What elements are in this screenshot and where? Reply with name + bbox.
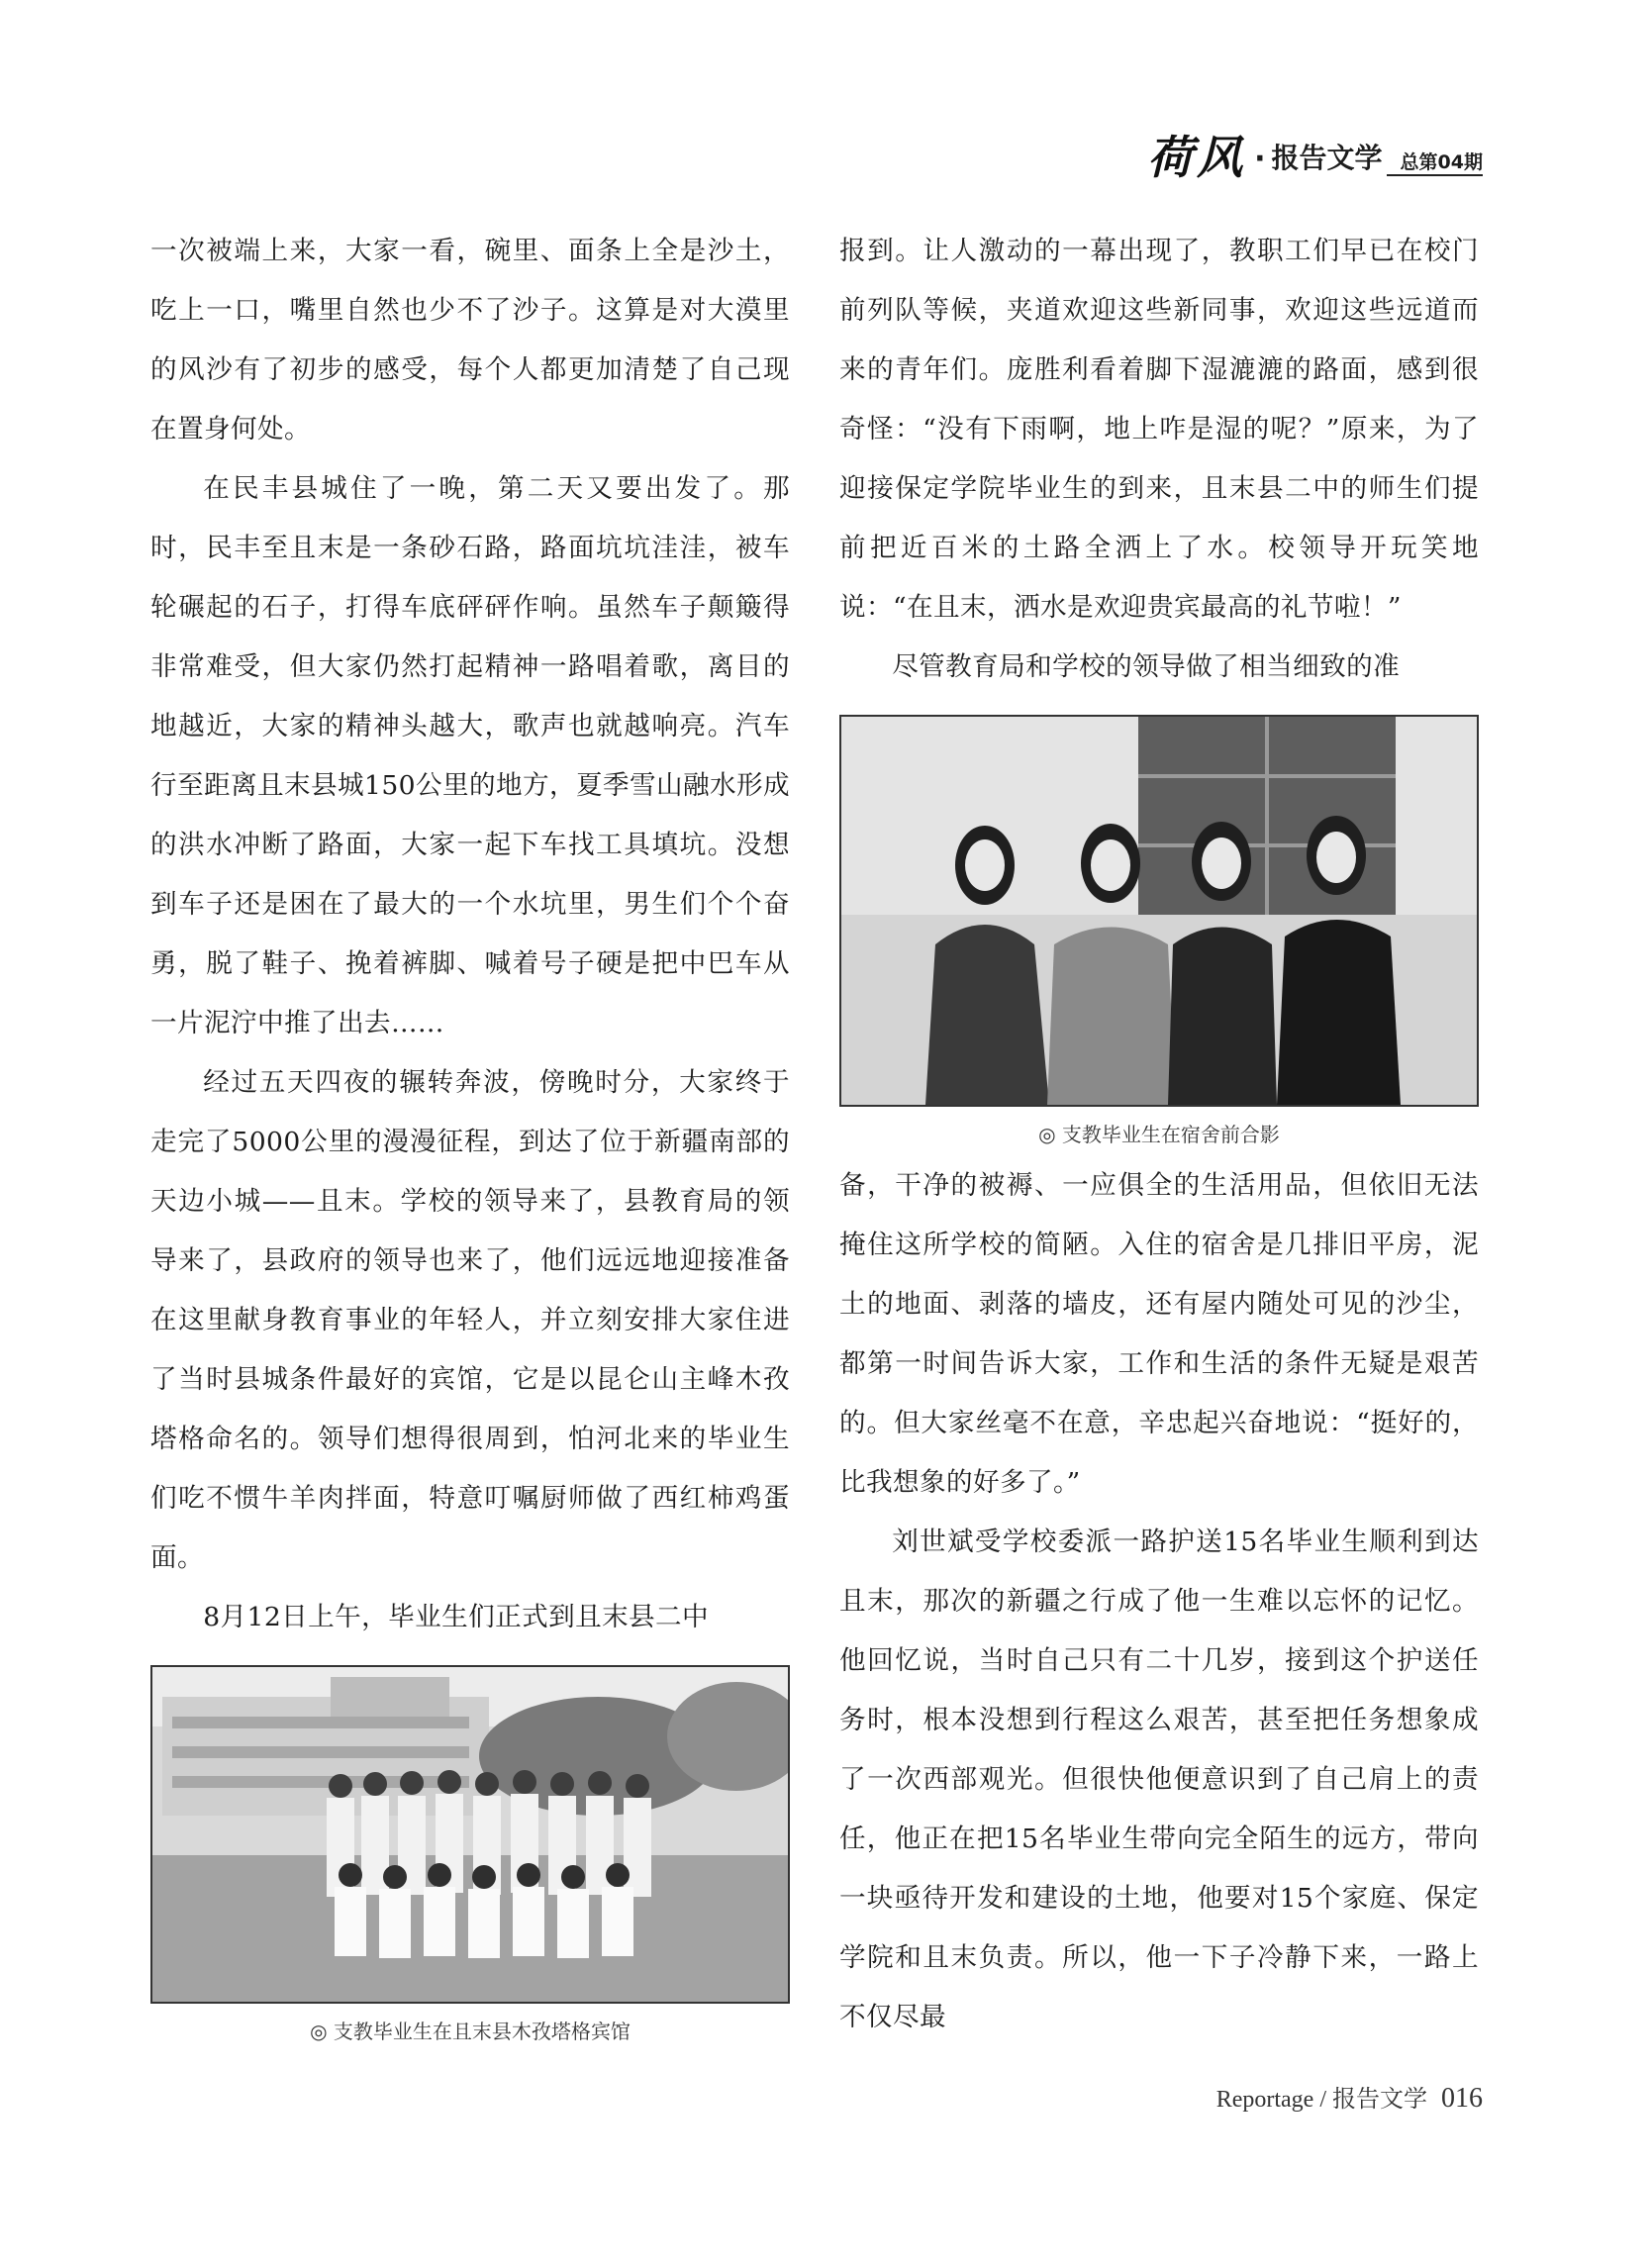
paragraph: 尽管教育局和学校的领导做了相当细致的准	[892, 651, 1401, 682]
paragraph: 报到。让人激动的一幕出现了，教职工们早已在校门前列队等候，夹道欢迎这些新同事，欢迎这些远道而来的青年们。庞胜利看着脚下湿漉漉的路面，感到很奇怪：“没有下雨啊，地上咋是湿的呢？”原来，为了迎接保定学院毕业生的到来，且末县二中的师生们提前把近百米的土路全洒上了水。校领导开玩笑地说：“在且末，洒水是欢迎贵宾最高的礼节啦！”	[839, 236, 1479, 623]
photo-caption: ◎ 支教毕业生在且末县木孜塔格宾馆	[310, 2020, 631, 2043]
group-photo-hotel	[150, 1665, 790, 2004]
page-header	[1147, 111, 1483, 184]
paragraph: 经过五天四夜的辗转奔波，傍晚时分，大家终于走完了5000公里的漫漫征程，到达了位于新疆南部的天边小城——且末。学校的领导来了，县教育局的领导来了，县政府的领导也来了，他们远远地迎接准备在这里献身教育事业的年轻人，并立刻安排大家住进了当时县城条件最好的宾馆，它是以昆仑山主峰木孜塔格命名的。领导们想得很周到，怕河北来的毕业生们吃不惯牛羊肉拌面，特意叮嘱厨师做了西红柿鸡蛋面。	[150, 1067, 790, 1573]
footer-label: Reportage / 报告文学	[1215, 2087, 1427, 2113]
right-column	[839, 222, 1479, 2047]
paragraph: 刘世斌受学校委派一路护送15名毕业生顺利到达且末，那次的新疆之行成了他一生难以忘怀的记忆。他回忆说，当时自己只有二十几岁，接到这个护送任务时，根本没想到行程这么艰苦，甚至把任务想象成了一次西部观光。但很快他便意识到了自己肩上的责任，他正在把15名毕业生带向完全陌生的远方，带向一块亟待开发和建设的土地，他要对15个家庭、保定学院和且末负责。所以，他一下子冷静下来，一路上不仅尽最	[839, 1527, 1479, 2032]
header-separator: ·	[1254, 142, 1266, 176]
section-title: 报告文学	[1271, 142, 1383, 174]
paragraph: 一次被端上来，大家一看，碗里、面条上全是沙土，吃上一口，嘴里自然也少不了沙子。这算是对大漠里的风沙有了初步的感受，每个人都更加清楚了自己现在置身何处。	[150, 236, 790, 444]
paragraph: 8月12日上午，毕业生们正式到且末县二中	[203, 1602, 710, 1632]
page-footer	[1216, 2079, 1483, 2115]
group-photo-dormitory-image	[841, 717, 1477, 1105]
magazine-logo: 荷风	[1147, 131, 1247, 184]
issue-number: 总第04期	[1387, 148, 1483, 176]
left-column	[150, 222, 790, 2053]
group-photo-hotel-image	[152, 1667, 788, 2002]
figure-hotel	[150, 1665, 790, 2045]
page-number: 016	[1441, 2083, 1483, 2114]
paragraph: 备，干净的被褥、一应俱全的生活用品，但依旧无法掩住这所学校的简陋。入住的宿舍是几排旧平房，泥土的地面、剥落的墙皮，还有屋内随处可见的沙尘，都第一时间告诉大家，工作和生活的条件无疑是艰苦的。但大家丝毫不在意，辛忠起兴奋地说：“挺好的，比我想象的好多了。”	[839, 1170, 1479, 1498]
paragraph: 在民丰县城住了一晚，第二天又要出发了。那时，民丰至且末是一条砂石路，路面坑坑洼洼，被车轮碾起的石子，打得车底砰砰作响。虽然车子颠簸得非常难受，但大家仍然打起精神一路唱着歌，离目的地越近，大家的精神头越大，歌声也就越响亮。汽车行至距离且末县城150公里的地方，夏季雪山融水形成的洪水冲断了路面，大家一起下车找工具填坑。没想到车子还是困在了最大的一个水坑里，男生们个个奋勇，脱了鞋子、挽着裤脚、喊着号子硬是把中巴车从一片泥泞中推了出去……	[150, 473, 790, 1038]
group-photo-dormitory	[839, 715, 1479, 1107]
photo-caption: ◎ 支教毕业生在宿舍前合影	[1038, 1123, 1280, 1146]
figure-dormitory	[839, 715, 1479, 1148]
